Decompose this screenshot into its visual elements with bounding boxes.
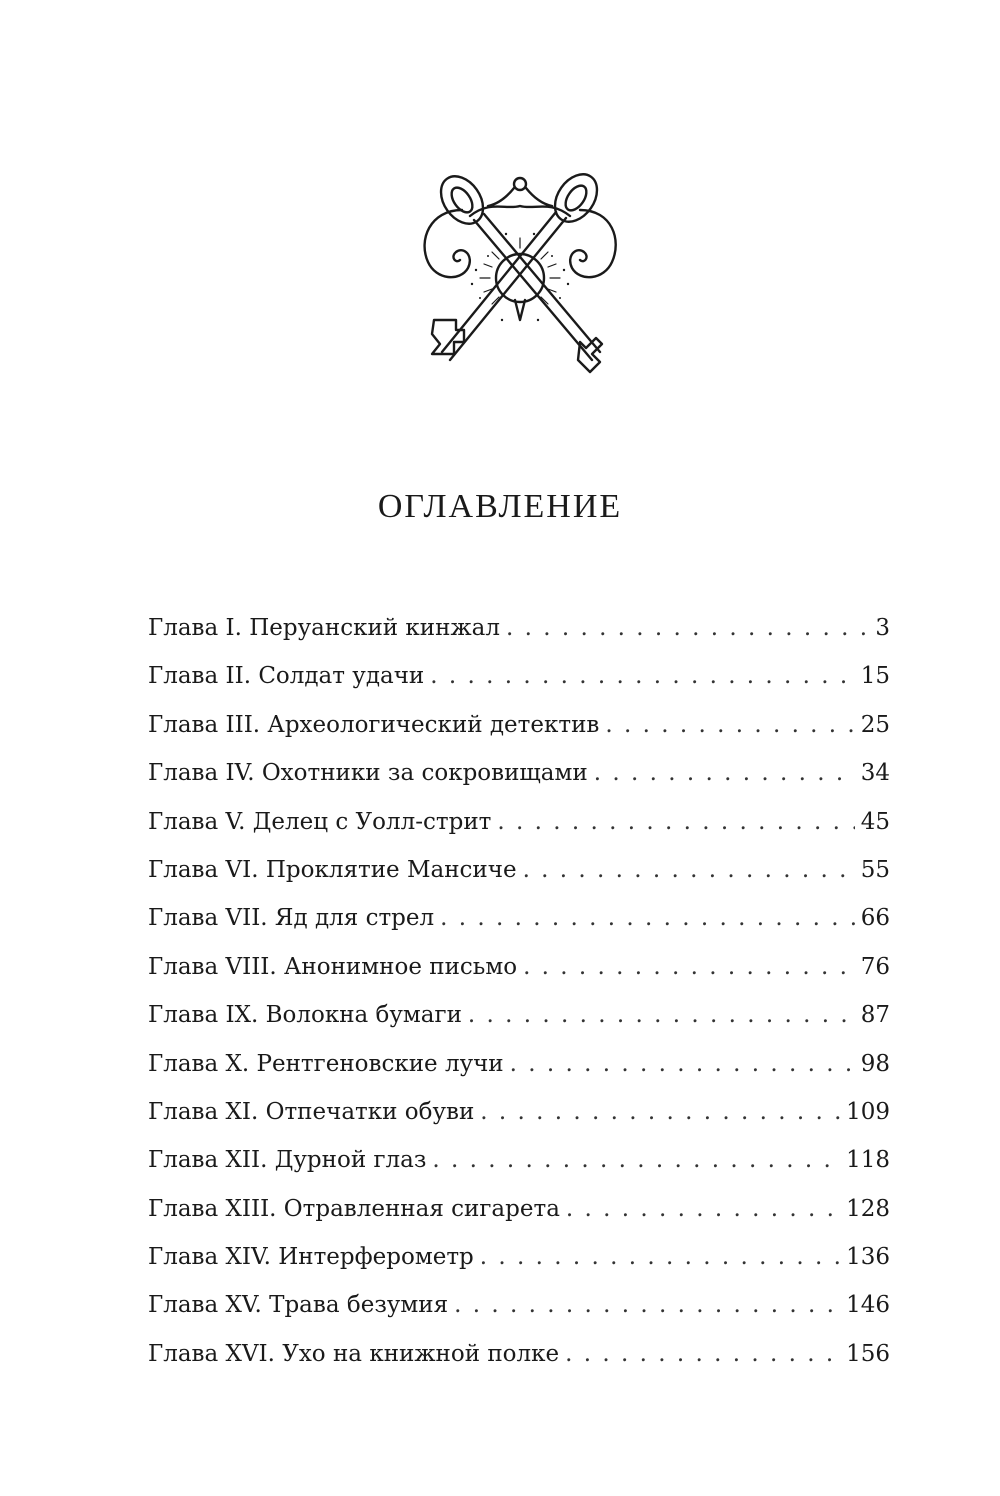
toc-entry[interactable] xyxy=(148,604,890,652)
toc-leader-dots xyxy=(432,1136,840,1184)
toc-leader-dots xyxy=(480,1088,840,1136)
toc-chapter-title: Глава II. Солдат удачи xyxy=(148,663,425,690)
toc-chapter-title: Глава VI. Проклятие Мансиче xyxy=(148,856,517,883)
toc-leader-dots xyxy=(523,943,855,991)
toc-chapter-title: Глава X. Рентгеновские лучи xyxy=(148,1050,504,1077)
toc-leader-dots xyxy=(594,749,855,797)
toc-chapter-title: Глава XII. Дурной глаз xyxy=(148,1147,427,1174)
toc-leader-dots xyxy=(480,1233,840,1281)
toc-chapter-title: Глава XI. Отпечатки обуви xyxy=(148,1098,475,1125)
toc-page-number: 109 xyxy=(846,1098,890,1125)
toc-chapter-title: Глава XV. Трава безумия xyxy=(148,1292,449,1319)
toc-leader-dots xyxy=(510,1040,855,1088)
toc-entry[interactable] xyxy=(148,1281,890,1329)
toc-entry[interactable] xyxy=(148,846,890,894)
toc-entry[interactable] xyxy=(148,894,890,942)
toc-entry[interactable] xyxy=(148,1088,890,1136)
toc-leader-dots xyxy=(497,798,854,846)
toc-chapter-title: Глава XIV. Интерферометр xyxy=(148,1244,474,1271)
toc-chapter-title: Глава V. Делец с Уолл-стрит xyxy=(148,808,492,835)
toc-chapter-title: Глава VII. Яд для стрел xyxy=(148,905,435,932)
toc-entry[interactable] xyxy=(148,943,890,991)
toc-page-number: 76 xyxy=(860,953,890,980)
toc-entry[interactable] xyxy=(148,991,890,1039)
toc-page-number: 45 xyxy=(860,808,890,835)
toc-entry[interactable] xyxy=(148,1330,890,1378)
toc-page-number: 156 xyxy=(846,1340,890,1367)
toc-leader-dots xyxy=(454,1281,840,1329)
toc-chapter-title: Глава IV. Охотники за сокровищами xyxy=(148,760,588,787)
toc-entry[interactable] xyxy=(148,798,890,846)
toc-entry[interactable] xyxy=(148,1136,890,1184)
toc-entry[interactable] xyxy=(148,1233,890,1281)
page-title: ОГЛАВЛЕНИЕ xyxy=(377,488,623,525)
toc-page-number: 128 xyxy=(846,1195,890,1222)
toc-page-number: 34 xyxy=(860,760,890,787)
crossed-keys-icon xyxy=(410,170,630,385)
toc-page-number: 25 xyxy=(860,711,890,738)
toc-chapter-title: Глава XIII. Отравленная сигарета xyxy=(148,1195,560,1222)
toc-entry[interactable] xyxy=(148,1185,890,1233)
toc-leader-dots xyxy=(506,604,869,652)
toc-leader-dots xyxy=(440,894,855,942)
toc-leader-dots xyxy=(430,652,854,700)
toc-page-number: 118 xyxy=(846,1147,890,1174)
toc-page-number: 136 xyxy=(846,1244,890,1271)
toc-page-number: 55 xyxy=(860,856,890,883)
toc-leader-dots xyxy=(565,1330,840,1378)
toc-chapter-title: Глава I. Перуанский кинжал xyxy=(148,615,500,641)
toc-chapter-title: Глава VIII. Анонимное письмо xyxy=(148,953,518,980)
toc-entry[interactable] xyxy=(148,652,890,700)
toc-chapter-title: Глава XVI. Ухо на книжной полке xyxy=(148,1340,560,1367)
table-of-contents xyxy=(148,604,890,1378)
toc-entry[interactable] xyxy=(148,701,890,749)
toc-page-number: 146 xyxy=(846,1292,890,1319)
toc-entry[interactable] xyxy=(148,749,890,797)
toc-entry[interactable] xyxy=(148,1040,890,1088)
toc-page-number: 66 xyxy=(860,905,890,932)
toc-leader-dots xyxy=(468,991,855,1039)
toc-leader-dots xyxy=(566,1185,840,1233)
toc-page-number: 15 xyxy=(860,663,890,690)
toc-page-number: 87 xyxy=(860,1002,890,1029)
toc-leader-dots xyxy=(605,701,854,749)
toc-page-number: 3 xyxy=(875,615,890,641)
toc-page-number: 98 xyxy=(860,1050,890,1077)
toc-leader-dots xyxy=(523,846,855,894)
toc-chapter-title: Глава III. Археологический детектив xyxy=(148,711,600,738)
toc-chapter-title: Глава IX. Волокна бумаги xyxy=(148,1002,462,1029)
